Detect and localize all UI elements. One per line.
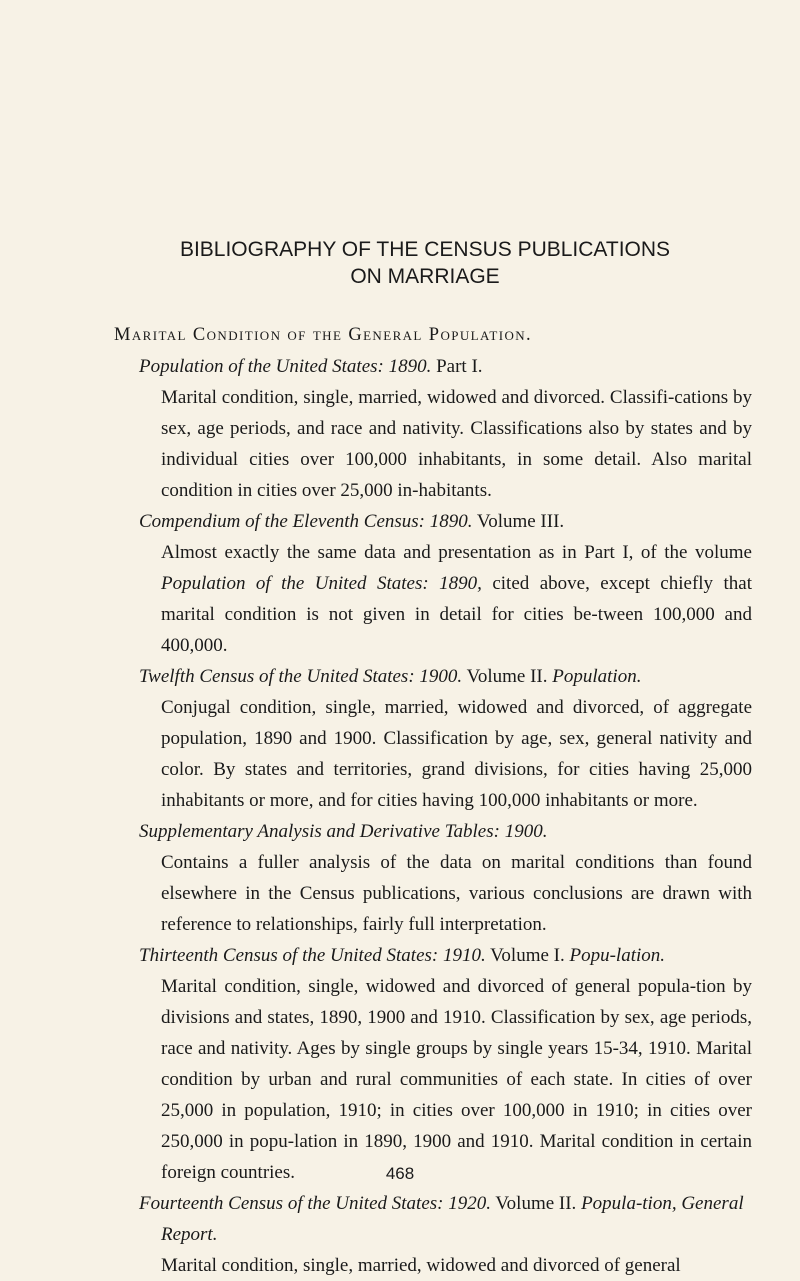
page-title (110, 236, 752, 290)
entry-title-rest: Volume I. (485, 945, 570, 966)
entry-title-italic: Population. (552, 666, 642, 687)
entry-description: Contains a fuller analysis of the data on marital conditions than found elsewhere in the Census publications, various conclusions are drawn with reference to relationships, fairly full interpretation. (161, 852, 752, 935)
bibliography-entry (110, 661, 752, 816)
bibliography-entry (110, 351, 752, 506)
entry-description: Conjugal condition, single, married, widowed and divorced, of aggregate population, 1890 and 1900. Classification by age, sex, general nativity and color. By states and territories, grand divisions, for cities having 25,000 inhabitants or more, and for cities having 100,000 inhabitants or more. (161, 697, 752, 811)
entry-title-italic: Compendium of the Eleventh Census: 1890. (139, 511, 473, 532)
entry-title (139, 661, 752, 692)
entry-title-rest: Volume III. (472, 511, 565, 532)
bibliography-entry (110, 506, 752, 661)
entry-title (139, 940, 752, 971)
title-line-2: ON MARRIAGE (350, 265, 500, 288)
entry-title (139, 351, 752, 382)
entry-description-italic: Population of the United States: 1890, (161, 573, 482, 594)
entry-description: Marital condition, single, married, widowed and divorced of general (161, 1255, 681, 1276)
entry-description: Marital condition, single, married, widowed and divorced. Classifi-cations by sex, age periods, and race and nativity. Classifications also by states and by individual cities over 100,000 inhabitants, in some detail. Also marital condition in cities over 25,000 in-habitants. (161, 387, 752, 501)
section-heading: Marital Condition of the General Population. (114, 325, 533, 345)
entry-title (139, 1188, 752, 1250)
entry-description-text: cited above, except chiefly that marital condition is not given in detail for cities be-tween 100,000 and 400,000. (161, 573, 752, 656)
entry-title (139, 506, 752, 537)
entry-title-italic: Popu-lation. (569, 945, 666, 966)
entry-title-italic: Popula-tion, General Report. (161, 1193, 744, 1245)
bibliography-entry (110, 816, 752, 940)
bibliography-entry (110, 1188, 752, 1281)
entry-title-rest: Volume II. (462, 666, 553, 687)
entry-description (161, 537, 752, 661)
entry-title (139, 816, 752, 847)
entry-title-rest: Volume II. (490, 1193, 582, 1214)
entry-title-italic: Thirteenth Census of the United States: 1910. (139, 945, 486, 966)
page-number: 468 (385, 1164, 415, 1183)
entry-title-italic: Twelfth Census of the United States: 1900. (139, 666, 463, 687)
entry-description: Marital condition, single, widowed and divorced of general popula-tion by divisions and states, 1890, 1900 and 1910. Classification by sex, age periods, race and nativity. Ages by single groups by single years 15-34, 1910. Marital condition by urban and rural communities of each state. In cities of over 25,000 in population, 1910; in cities over 100,000 in 1910; in cities over 250,000 in popu-lation in 1890, 1900 and 1910. Marital condition in certain foreign countries. (161, 976, 752, 1183)
entry-title-rest: Part I. (431, 356, 483, 377)
title-line-1: BIBLIOGRAPHY OF THE CENSUS PUBLICATIONS (179, 238, 671, 261)
bibliography-entry (110, 940, 752, 1188)
entry-title-italic: Supplementary Analysis and Derivative Tables: 1900. (139, 821, 548, 842)
entry-title-italic: Fourteenth Census of the United States: 1920. (139, 1193, 491, 1214)
entry-description-text: Almost exactly the same data and presentation as in Part I, of the volume (161, 542, 752, 563)
entry-title-italic: Population of the United States: 1890. (139, 356, 432, 377)
